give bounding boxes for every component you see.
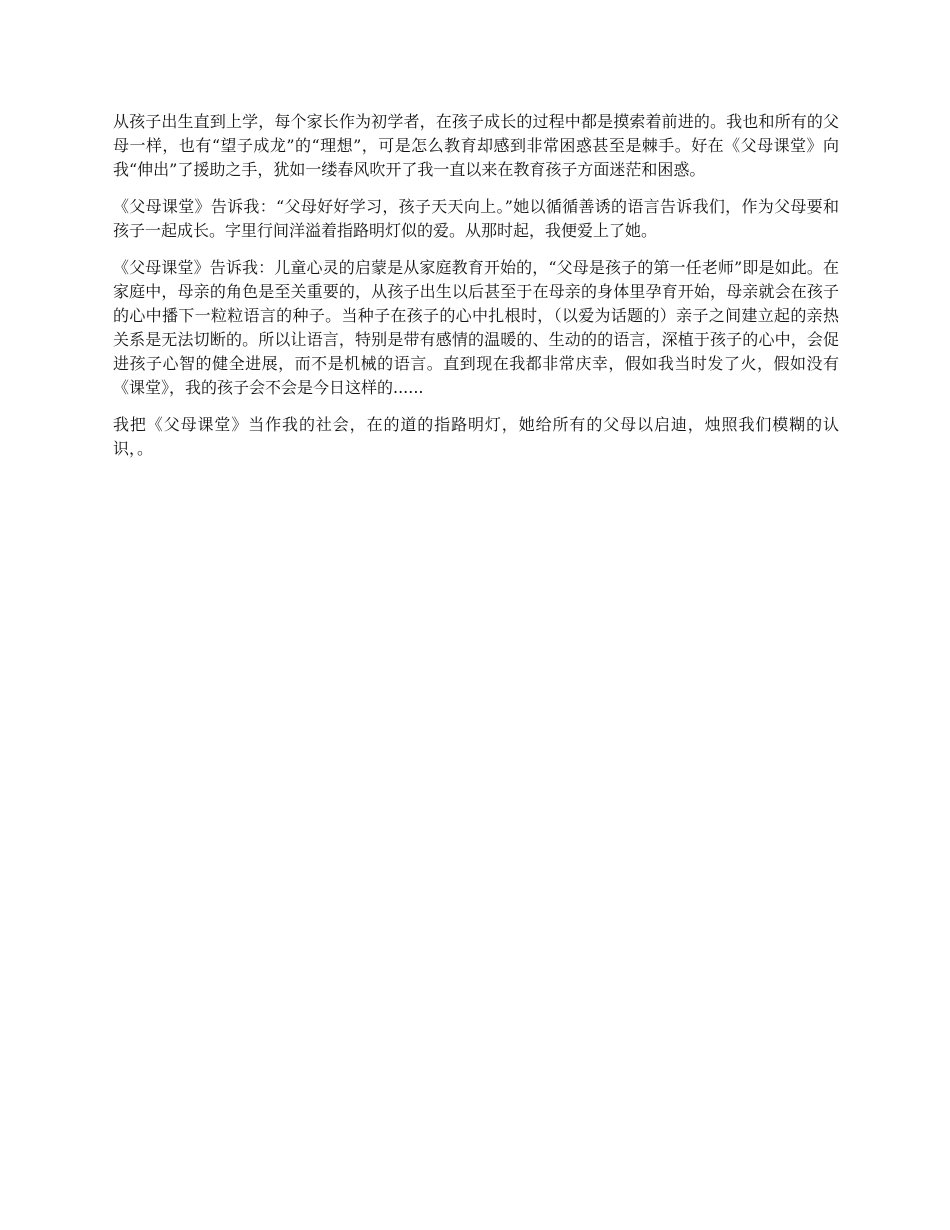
paragraph-2: 《父母课堂》告诉我：“父母好好学习，孩子天天向上。”她以循循善诱的语言告诉我们，作为父母要和孩子一起成长。字里行间洋溢着指路明灯似的爱。从那时起，我便爱上了她。 bbox=[113, 197, 839, 240]
paragraph-3: 《父母课堂》告诉我：儿童心灵的启蒙是从家庭教育开始的，“父母是孩子的第一任老师”即是如此。在家庭中，母亲的角色是至关重要的，从孩子出生以后甚至于在母亲的身体里孕育开始，母亲就会在孩子的心中播下一粒粒语言的种子。当种子在孩子的心中扎根时，（以爱为话题的）亲子之间建立起的亲热关系是无法切断的。所以让语言，特别是带有感情的温暖的、生动的的语言，深植于孩子的心中，会促进孩子心智的健全进展，而不是机械的语言。直到现在我都非常庆幸，假如我当时发了火，假如没有《课堂》，我的孩子会不会是今日这样的...... bbox=[113, 258, 839, 397]
paragraph-4: 我把《父母课堂》当作我的社会，在的道的指路明灯，她给所有的父母以启迪，烛照我们模糊的认识，。 bbox=[113, 415, 839, 458]
paragraph-1: 从孩子出生直到上学，每个家长作为初学者，在孩子成长的过程中都是摸索着前进的。我也和所有的父母一样，也有“望子成龙”的“理想”，可是怎么教育却感到非常困惑甚至是棘手。好在《父母课堂》向我“伸出”了援助之手，犹如一缕春风吹开了我一直以来在教育孩子方面迷茫和困惑。 bbox=[113, 112, 839, 179]
document-body bbox=[113, 110, 839, 474]
